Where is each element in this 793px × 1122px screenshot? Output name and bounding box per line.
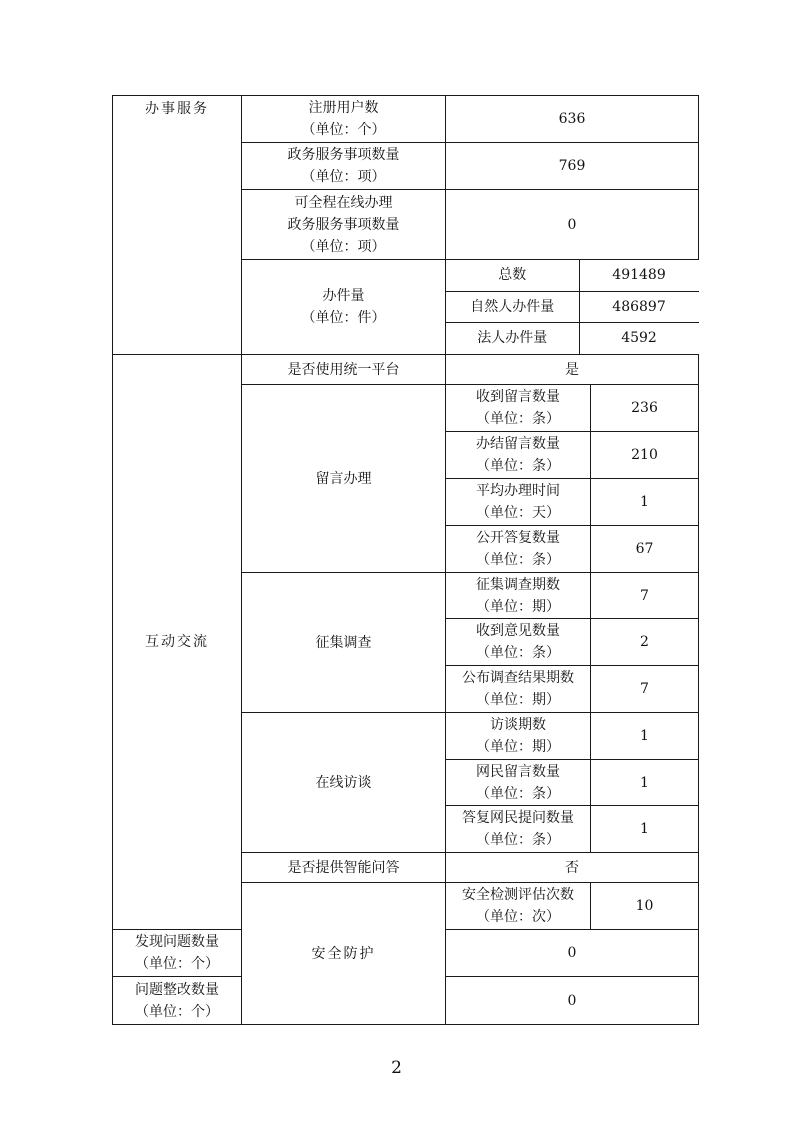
label-cell [446, 666, 591, 713]
unit-text: （单位：条） [476, 552, 560, 568]
label-cell [113, 977, 242, 1025]
value-cell: 是 [446, 355, 699, 385]
label-text: 网民留言数量 [476, 763, 560, 780]
label-text: 收到意见数量 [476, 623, 560, 639]
value-cell: 否 [446, 853, 699, 883]
unit-text: （单位：个） [135, 956, 219, 972]
label-cell [446, 479, 591, 526]
label-text: 办结留言数量 [476, 436, 560, 452]
group-messages: 留言办理 [242, 385, 446, 573]
unit-text: （单位：条） [476, 645, 560, 661]
label-text: 安全检测评估次数 [462, 887, 574, 903]
sub-label: 法人办件量 [446, 322, 579, 354]
label-cell [113, 930, 242, 977]
unit-text: （单位：次） [476, 909, 560, 925]
value-cell: 636 [446, 96, 699, 143]
sub-value: 486897 [579, 291, 699, 322]
table-row [113, 96, 699, 143]
category-security: 安全防护 [242, 883, 446, 1025]
group-survey: 征集调查 [242, 573, 446, 713]
label-text: 访谈期数 [490, 717, 546, 733]
label-text: 平均办理时间 [476, 483, 560, 499]
value-cell: 0 [446, 930, 699, 977]
unit-text: （单位：个） [301, 122, 386, 138]
unit-text: （单位：条） [476, 458, 560, 474]
report-table [112, 95, 699, 1025]
category-service: 办事服务 [113, 96, 242, 355]
value-cell: 769 [446, 143, 699, 190]
value-cell: 210 [591, 432, 699, 479]
value-cell: 7 [591, 573, 699, 619]
value-cell: 67 [591, 526, 699, 573]
label-text: 征集调查期数 [476, 576, 560, 593]
label-cell [242, 143, 446, 190]
unit-text: （单位：期） [476, 692, 560, 708]
value-cell: 2 [591, 619, 699, 666]
unit-text: （单位：条） [476, 411, 560, 427]
label-text: 公布调查结果期数 [462, 670, 574, 686]
category-interaction: 互动交流 [113, 355, 242, 930]
label-text: 答复网民提问数量 [462, 810, 574, 826]
unit-text: （单位：期） [476, 598, 560, 615]
unit-text: （单位：条） [476, 785, 560, 802]
label-cell [446, 573, 591, 619]
table-row [113, 355, 699, 385]
value-cell: 1 [591, 713, 699, 760]
label-text: 政务服务事项数量 [287, 147, 400, 163]
unit-text: （单位：项） [301, 169, 386, 185]
label-text: 发现问题数量 [135, 934, 219, 950]
unit-text: （单位：天） [476, 505, 560, 521]
label-cell [446, 713, 591, 760]
value-cell: 0 [446, 190, 699, 260]
sub-value: 491489 [579, 260, 699, 291]
label-text: 公开答复数量 [476, 530, 560, 546]
label-cell [446, 385, 591, 432]
value-cell: 10 [591, 883, 699, 930]
label-text: 收到留言数量 [476, 389, 560, 405]
label-cell [446, 432, 591, 479]
volume-subtable-cell [446, 260, 699, 355]
value-cell: 1 [591, 806, 699, 853]
label-cell [446, 526, 591, 573]
label-cell [446, 806, 591, 853]
group-interview: 在线访谈 [242, 713, 446, 853]
label-text: 问题整改数量 [135, 981, 219, 998]
sub-label: 自然人办件量 [446, 291, 579, 322]
label-cell: 是否使用统一平台 [242, 355, 446, 385]
unit-text: （单位：项） [301, 238, 386, 255]
unit-text: （单位：个） [135, 1003, 219, 1020]
value-cell: 0 [446, 977, 699, 1025]
label-text: 注册用户数 [308, 100, 379, 116]
label-cell [242, 260, 446, 355]
value-cell: 1 [591, 479, 699, 526]
unit-text: （单位：期） [476, 739, 560, 755]
sub-label: 总数 [446, 260, 579, 291]
label-cell [242, 96, 446, 143]
value-cell: 7 [591, 666, 699, 713]
label-text: 可全程在线办理 [294, 194, 393, 211]
label-cell [446, 760, 591, 806]
unit-text: （单位：条） [476, 832, 560, 848]
label-cell [242, 190, 446, 260]
label-cell [446, 619, 591, 666]
value-cell: 1 [591, 760, 699, 806]
label-cell: 是否提供智能问答 [242, 853, 446, 883]
page-number: 2 [391, 1058, 402, 1078]
unit-text: （单位：件） [301, 310, 386, 326]
sub-value: 4592 [579, 322, 699, 354]
label-cell [446, 883, 591, 930]
volume-subtable [446, 260, 699, 354]
label-text: 政务服务事项数量 [287, 216, 400, 233]
value-cell: 236 [591, 385, 699, 432]
label-text: 办件量 [322, 288, 365, 304]
